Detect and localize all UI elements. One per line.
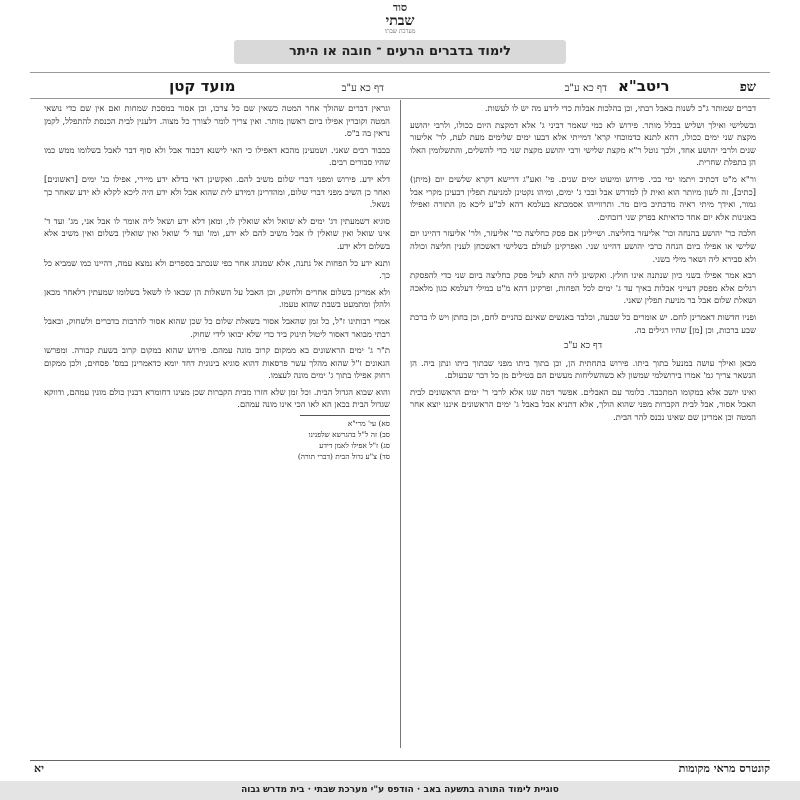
paragraph: ותנא ידע כל הפחות אל נתנה, אלא שמנהג אחר כפי שנכתב בספרים ולא נמצא עמה, דהיינו כמו שמביא כל כך. — [44, 257, 390, 281]
right-column-tag: שפ — [739, 80, 756, 95]
footnote: סד) צ"ע גדול הבית (דברי תורה) — [297, 452, 390, 462]
right-column-title: ריטב"א — [618, 77, 670, 95]
paragraph: מבאן ואילך עושה במנעל בתוך ביתו. פירוש בתחתית הן, וכן בתוך ביתו מפני שבתוך ביתו ונתן ביה. הן הנשאר צריך גמ' אמרו בירושלמי שמשון לא כשהשליחות מעשים הם בטילים מן כל דבר שבעולם. — [410, 357, 756, 381]
press-line: סוגיית לימוד התורה בתשעה באב · הודפס ע"י מערכת שבתי · בית מדרש גבוה — [0, 781, 800, 800]
left-column-title: מועד קטן — [169, 77, 236, 95]
paragraph: וגראין דברים שהולך אחר המטה כשאין שם כל צרכו, וכן אסור במסכת שמחות ואם אין שם כדי נושאי המטה וקוברין אפילו ביום ראשון מותר. ואין צריך לומר לצורך כל מצוה. דלענין לבית הכנסת להתפלל, לקמן נראין בה ב"ס. — [44, 103, 390, 139]
footnote: סא) עי' מרי"א — [347, 419, 390, 429]
right-column-daf: דף כא ע"ב — [564, 83, 607, 94]
paragraph: ולא אמרינן בשלום אחרים ולחשק, וכן האבל על השאלות הן שבאו לו לשאל בשלומו שמעתין דלאחר מכאן ולהלן ומתמעט בשבת שהוא טעמו. — [44, 286, 390, 310]
logo-subtitle: מערכת שבתי — [384, 28, 416, 35]
paragraph: ובשלישי ואילך ושליש בכלל מותר. פירוש לא כמי שאמר דביני ג' אלא דמקצת היום ככולו, ולרבי יהושע מקצת שני ימים ככולו, דהא לתנא כדמוכחי קרא' דמייתי אלא דבעו ימים שלימים מעת לעת, לר' אליעזר שנים ולרבי יהושע אחד, ולכך נוטל ר"א מקצת שלישי ורבי יהושע מקצת שני כדי להשלים, והתשלומין האלו הן בתפלת שחרית. — [410, 119, 756, 168]
page-number: יא — [34, 762, 44, 775]
logo-word: שבתי — [385, 13, 415, 29]
paragraph: דברים שמותר ג"כ לשנות באבל רבתי, וכן בהלכות אבלות כדי לידע מה יש לו לעשות. — [484, 103, 756, 113]
paragraph: ואינו יושב אלא במקומו המתכבד. כלומר עם האבלים. אפשר דמה שגו אלא לרבי ר' ימים הראשונים לבית האבל אסור, אבל לבית הקברות מפני שהוא הולך, אלא דתניא אבל באבל ג' ימים הראשונים איננו יוצא אחר המטה וכן אמרינן שם שאינו נכנס להר הבית. — [410, 386, 756, 423]
left-column-text — [44, 102, 390, 742]
section-heading: דף כא ע"ב — [563, 341, 603, 352]
right-column-text — [410, 102, 756, 742]
header-rule-top — [30, 72, 770, 73]
left-column-header — [44, 76, 390, 96]
footnote: סב) זה ל"ל בהגרשא שלפנינו — [308, 430, 390, 440]
logo — [375, 2, 425, 36]
paragraph: רבא אמר אפילו בשני כיון שנתנה אינו חולץ. ואקשינן ליה התא לעיל פסק כחליצה ביום שני כדי להפסקת רגלים אלא מפסק דעייני אבלות באיך עד ג' ימים לכל הפחות, ופרקינן דהא מ"ט במילי דעלמא כגון מלאכה ושאלת שלום אבל בר מניעת תפלין שאני. — [410, 270, 756, 306]
paragraph: ופניו חדשות דאמרינן לחם. יש אומרים כל שבעה, וכלבד באנשים שאינם כהניים לחם, וכן בחתן ויש לו ברכת שבע ברכות, וכן [מן] שהיו רגילים בה. — [410, 311, 756, 335]
paragraph: ת"ר ג' ימים הראשונים בא ממקום קרוב מונה עמהם. פירוש שהוא במקום קרוב בשעת קבורה. ומפרשו הגאונים ז"ל שהוא מהלך עשר פרסאות דהוא סוגיא בינונית דחד יומא כדאמרינן במס' פסחים, ולכן ממקום רחוק אפילו בתוך ג' ימים מונה לעצמו. — [44, 345, 390, 381]
paragraph: והוא שבוא הגדול הבית. וכל זמן שלא חזרו מבית הקברות שכן מצינו דחומרא דבנין כולם מונין עמהם, ודווקא שגדול הבית בכאן הא לאו הכי אינו מונה עמהם. — [44, 386, 390, 410]
paragraph: בכבוד רבים שאני. ושמעינן מהכא דאפילו כי האי לישנא דכבוד אבל ולא סוף דבר לאבל בשלומו ממש כמו שהיו סבורים רבים. — [44, 144, 390, 168]
paragraph: חלבה כר' יהושע בהנחה וכר' אליעזר בחליצה. ושיילינן אם פסק כחליצה כר' אליעזר, ולר' אליעזר דהיינו יום שלישי או אפילו ביום הנחה כרבי יהושע דהיינו שני. ואפרקינן לעולם בשלישי דאשכחן לענין חליצה וכולה ולא סבירא ליה ושאר מילי בשני. — [410, 228, 756, 264]
booklet-title: קונטרס מראי מקומות — [678, 762, 770, 775]
paragraph: אמרי רבותינו ז"ל, כל זמן שהאבל אסור בשאלת שלום כל שכן שהוא אסור להרבות בדברים ולשחוק, ובאבל רבתי מבואר דאסור ליטול תינוק ביד כדי שלא יבואו לידי שחוק. — [44, 315, 390, 339]
left-column-daf: דף כא ע"ב — [341, 83, 384, 94]
logo-mark: סוד — [392, 1, 408, 14]
paragraph: סוגיא דשמעתין דג' ימים לא שואל ולא שואלין לו, ומאן דלא ידע ושאל ליה אומר לו אבל אני, מג' ועד ד' אינו שואל ואין שואלין לו אבל משיב להם לא ידע, ומז' ועד ל' שואל ואין שואלין בשלום ואין משיב אלא בשלום דלא ידע. — [44, 215, 390, 251]
paragraph: ור"א מ"ט דכתיב ויתמו ימי בכי. פירוש ומיעוט ימים שנים. פי' ואע"ג דרישא דקרא שלשים יום (מיתן) [כתיב], זה לשון מיותר הוא ואית לן למדרש אבל ובכי ג' ימים, ומיהו נקטינן למניעת תפלין דבעינן מקרי אבל גמור, ואידך מיתי ראיה מדכתיב ביום מר. ותרווייהו אסמכתא בעלמא דהא לכ"ע ליכא מן התורה ואפילו באנינות אלא יום אחד כדאיתא בפרק שני דזבחים. — [410, 173, 756, 222]
paragraph: דלא ידע. פירוש ומפני דברי שלום משיב להם. ואקשינן דאי בדלא ידע מיירי, אפילו בג' ימים [ראשונים] ואחר כן השיב מפני דברי שלום, ומהדרינן דמידע לית שהוא אבל ולא ידע היה ליכא לקלא לא ידע שאחר כך נשאל. — [44, 173, 390, 210]
topic-banner: לימוד בדברים הרעים ־ חובה או היתר — [234, 40, 566, 64]
footnote: סג) ז"ל אפילו לאמן דידע — [319, 441, 390, 451]
footnote-rule — [300, 415, 390, 416]
footer-rule — [30, 760, 770, 761]
header-rule-bottom — [30, 98, 770, 99]
column-divider — [400, 100, 401, 748]
right-column-header — [410, 76, 756, 96]
